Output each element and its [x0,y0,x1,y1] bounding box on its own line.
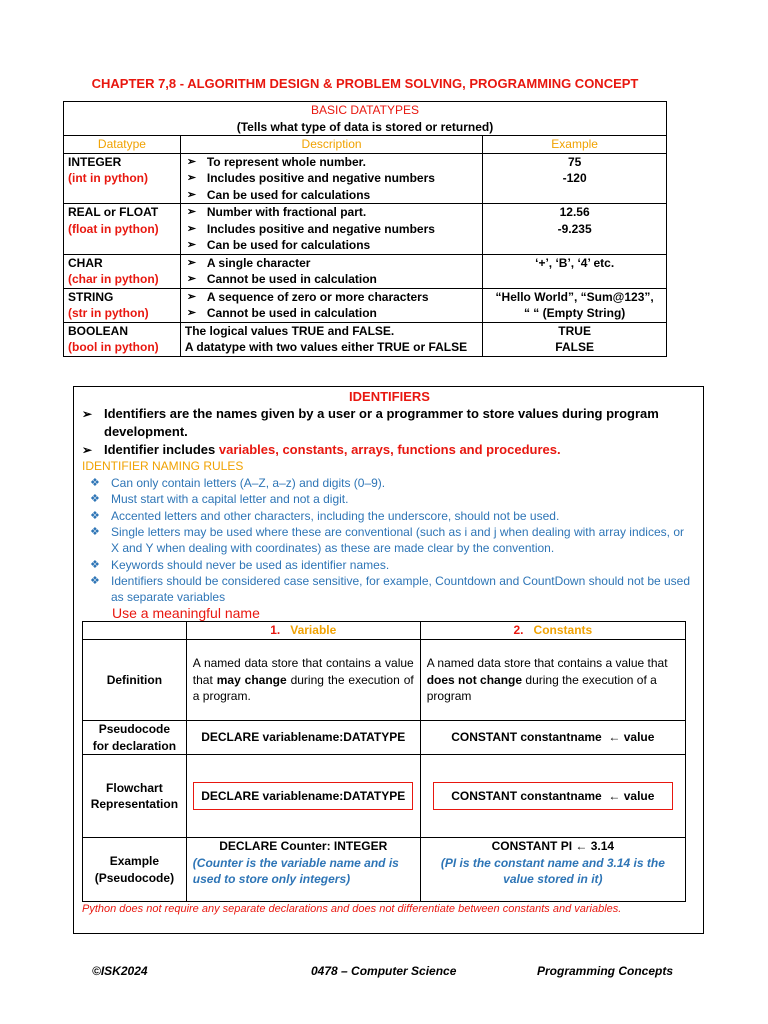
description-bullet: ➢ Number with fractional part. [185,204,478,221]
datatype-python: (float in python) [68,221,159,236]
example-value: 12.56 [559,205,590,219]
description-line: A datatype with two values either TRUE or FALSE [184,340,468,354]
column-header-datatype: Datatype [64,136,181,154]
variable-header: Variable [290,623,337,638]
flowchart-label-line: Flowchart [106,780,163,795]
footer-copyright: ©ISK2024 [92,964,148,978]
datatype-name: REAL or FLOAT [68,205,159,219]
datatypes-subheading: (Tells what type of data is stored or returned) [236,119,494,134]
table-row-definition [83,640,686,721]
datatype-name: CHAR [68,255,103,270]
naming-rule: ❖ Accented letters and other characters, including the underscore, should not be used. [90,508,695,524]
variable-definition [186,640,420,721]
left-arrow-icon: ← [608,789,621,803]
constant-example [420,838,685,902]
example-value: “Hello World”, “Sum@123”, [495,289,654,304]
constants-number: 2. [513,623,524,638]
table-row-pseudocode [83,721,686,755]
table-row-flowchart [83,755,686,838]
variable-flowchart-box: DECLARE variablename:DATATYPE [193,782,413,810]
corner-cell [83,622,187,640]
variable-pseudocode: DECLARE variablename:DATATYPE [186,721,420,755]
variable-flowchart-cell [186,755,420,838]
description-bullet: ➢ Can be used for calculations [185,187,478,204]
constants-header: Constants [533,623,593,638]
description-bullet: ➢ Includes positive and negative numbers [185,221,478,238]
example-label-line: Example [109,854,160,868]
constant-flowchart-text: CONSTANT constantname [451,789,602,803]
table-row-boolean [64,322,667,356]
constant-flowchart-value: value [623,789,655,803]
example-label-line: (Pseudocode) [94,870,175,885]
variable-definition-text: A named data store that contains a value that [192,656,414,687]
constant-example-note: (PI is the constant name and 3.14 is the value stored in it) [440,855,665,886]
constant-pseudocode-value: value [623,730,655,745]
naming-rule: ❖ Can only contain letters (A–Z, a–z) and digits (0–9). [90,475,695,491]
description-bullet: ➢ Includes positive and negative numbers [185,170,478,187]
footer-course: 0478 – Computer Science [311,964,457,978]
pseudocode-label-line: for declaration [92,738,177,753]
example-value: TRUE [558,323,591,338]
example-value: 75 [567,154,582,169]
identifier-definition: ➢ Identifiers are the names given by a user or a programmer to store values during program development. [80,405,695,441]
datatypes-heading: BASIC DATATYPES [310,103,420,117]
table-row-example [83,838,686,902]
table-row-string [64,288,667,322]
table-row-real [64,204,667,255]
datatype-python: (bool in python) [68,340,159,354]
constant-pseudocode-text: CONSTANT constantname [451,730,602,745]
column-header-constants [420,622,685,640]
naming-rule: ❖ Must start with a capital letter and not a digit. [90,491,695,507]
datatype-python: (char in python) [68,272,159,286]
datatype-python: (str in python) [68,306,149,320]
flowchart-label [83,755,187,838]
naming-rules-heading: IDENTIFIER NAMING RULES [82,459,244,473]
datatypes-table-heading [64,102,667,136]
constant-example-text: CONSTANT PI [491,839,573,853]
datatype-name: INTEGER [68,154,122,169]
datatype-name: BOOLEAN [68,323,128,338]
example-value: -9.235 [557,221,592,236]
constant-example-value: 3.14 [590,839,615,853]
description-bullet: ➢ Cannot be used in calculation [185,271,478,288]
variable-constant-table [82,621,686,902]
variable-number: 1. [270,623,281,638]
constant-flowchart-box [433,782,673,810]
flowchart-label-line: Representation [90,797,179,811]
column-header-example: Example [483,136,667,154]
constant-pseudocode [420,721,685,755]
variable-example-code: DECLARE Counter: INTEGER [219,839,388,853]
column-header-description: Description [180,136,482,154]
footer-topic: Programming Concepts [537,964,674,978]
example-value: -120 [562,171,587,185]
constant-definition [420,640,685,721]
example-value: ‘+’, ‘B’, ‘4’ etc. [535,255,615,270]
chapter-title: CHAPTER 7,8 - ALGORITHM DESIGN & PROBLEM SOLVING, PROGRAMMING CONCEPT [91,76,639,91]
left-arrow-icon: ← [608,730,621,745]
table-row-integer [64,153,667,204]
variable-example [186,838,420,902]
variable-definition-text: during the execution of a program. [192,672,414,704]
identifier-includes-prefix: Identifier includes [104,442,219,457]
meaningful-name-note: Use a meaningful name [112,605,260,621]
constant-definition-emphasis: does not change [426,672,523,687]
identifiers-box [73,386,704,934]
constant-definition-text: A named data store that contains a value that [426,656,668,671]
example-value: “ “ (Empty String) [523,306,626,320]
constant-definition-text: during the execution of a program [426,672,657,704]
description-line: The logical values TRUE and FALSE. [184,323,395,338]
identifiers-heading: IDENTIFIERS [349,389,430,404]
datatype-python: (int in python) [68,171,148,185]
variable-example-note: (Counter is the variable name and is used to store only integers) [192,855,399,886]
python-note: Python does not require any separate declarations and does not differentiate between constants and variables. [82,903,622,915]
description-bullet: ➢ Cannot be used in calculation [185,305,478,322]
variable-definition-emphasis: may change [216,672,287,687]
identifier-includes [80,441,695,459]
description-bullet: ➢ To represent whole number. [185,154,478,171]
description-bullet: ➢ A single character [185,255,478,272]
pseudocode-label-line: Pseudocode [98,722,171,736]
identifier-includes-list: variables, constants, arrays, functions and procedures. [218,442,561,457]
naming-rule: ❖ Single letters may be used where these are conventional (such as i and j when dealing with array indices, or X and Y when dealing with coordinates) as these are made clear by the convention. [90,524,695,557]
left-arrow-icon: ← [575,839,588,853]
table-row-char [64,254,667,288]
datatypes-table [63,101,667,357]
example-label [83,838,187,902]
description-bullet: ➢ A sequence of zero or more characters [185,289,478,306]
constant-flowchart-cell [420,755,685,838]
description-bullet: ➢ Can be used for calculations [185,237,478,254]
pseudocode-label [83,721,187,755]
definition-label: Definition [83,640,187,721]
naming-rule: ❖ Keywords should never be used as identifier names. [90,557,695,573]
column-header-variable [186,622,420,640]
naming-rule: ❖ Identifiers should be considered case sensitive, for example, Countdown and CountDown should not be used as separate variables [90,573,695,606]
constant-example-code [427,838,679,855]
datatype-name: STRING [68,289,114,304]
example-value: FALSE [555,340,594,354]
